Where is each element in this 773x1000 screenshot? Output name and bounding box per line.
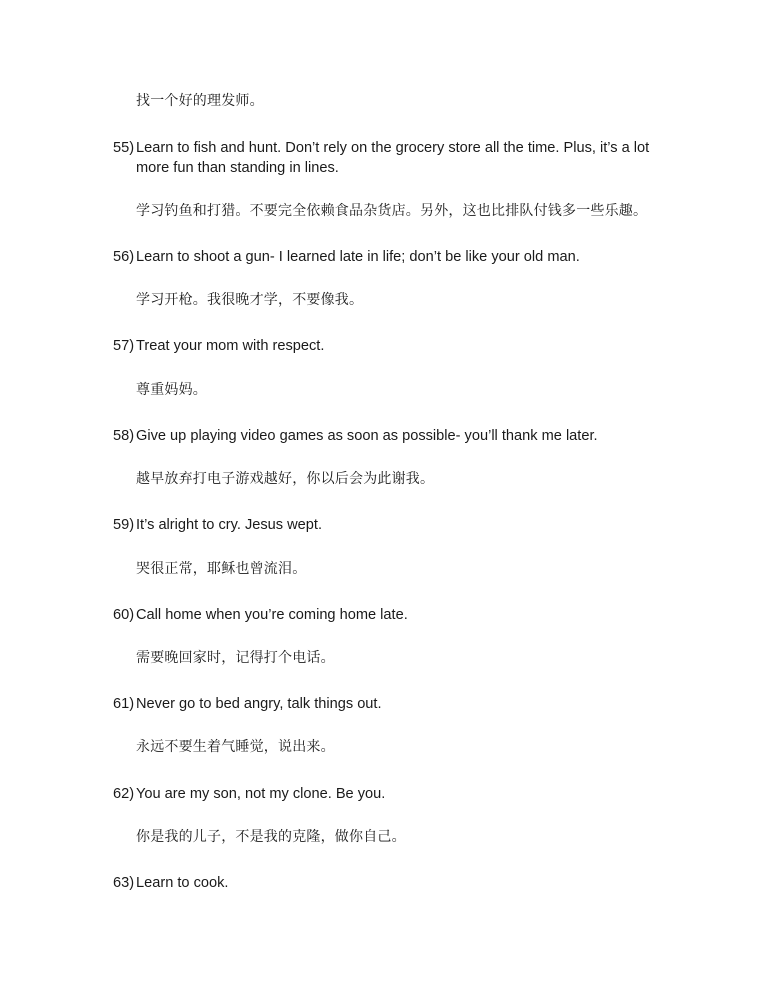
item-chinese-text: 学习开枪。我很晚才学，不要像我。 xyxy=(136,292,364,308)
item-chinese-text: 需要晚回家时，记得打个电话。 xyxy=(136,650,335,666)
item-chinese-text: 永远不要生着气睡觉，说出来。 xyxy=(136,739,335,755)
item-english-text: Learn to cook. xyxy=(136,875,229,891)
item-english-text: Give up playing video games as soon as possible- you’ll thank me later. xyxy=(136,428,598,444)
item-english-text: You are my son, not my clone. Be you. xyxy=(136,786,386,802)
intro-chinese-text: 找一个好的理发师。 xyxy=(136,93,264,109)
list-item-59 xyxy=(113,515,323,535)
item-english-text: Call home when you’re coming home late. xyxy=(136,607,408,623)
list-item-57 xyxy=(113,336,325,356)
list-item-63 xyxy=(113,873,229,893)
item-english-text: Never go to bed angry, talk things out. xyxy=(136,696,382,712)
item-english-text: Learn to shoot a gun- I learned late in life; don’t be like your old man. xyxy=(136,249,580,265)
item-number: 59) xyxy=(113,517,135,533)
item-number: 62) xyxy=(113,786,135,802)
item-english-text: Treat your mom with respect. xyxy=(136,338,325,354)
item-number: 57) xyxy=(113,338,135,354)
item-number: 60) xyxy=(113,607,135,623)
item-english-continuation: more fun than standing in lines. xyxy=(136,160,339,176)
list-item-60 xyxy=(113,605,408,625)
item-english-text: Learn to fish and hunt. Don’t rely on the grocery store all the time. Plus, it’s a lot xyxy=(136,140,650,156)
item-number: 61) xyxy=(113,696,135,712)
item-chinese-text: 哭很正常，耶稣也曾流泪。 xyxy=(136,561,307,577)
item-chinese-text: 越早放弃打电子游戏越好，你以后会为此谢我。 xyxy=(136,471,435,487)
item-chinese-text: 尊重妈妈。 xyxy=(136,382,207,398)
list-item-58 xyxy=(113,426,598,446)
list-item-62 xyxy=(113,784,386,804)
item-number: 63) xyxy=(113,875,135,891)
item-chinese-text: 学习钓鱼和打猎。不要完全依赖食品杂货店。另外，这也比排队付钱多一些乐趣。 xyxy=(136,203,648,219)
item-number: 56) xyxy=(113,249,135,265)
item-english-text: It’s alright to cry. Jesus wept. xyxy=(136,517,323,533)
list-item-56 xyxy=(113,247,580,267)
item-number: 58) xyxy=(113,428,135,444)
list-item-55 xyxy=(113,138,650,158)
item-number: 55) xyxy=(113,140,135,156)
list-item-61 xyxy=(113,694,382,714)
item-chinese-text: 你是我的儿子，不是我的克隆，做你自己。 xyxy=(136,829,406,845)
